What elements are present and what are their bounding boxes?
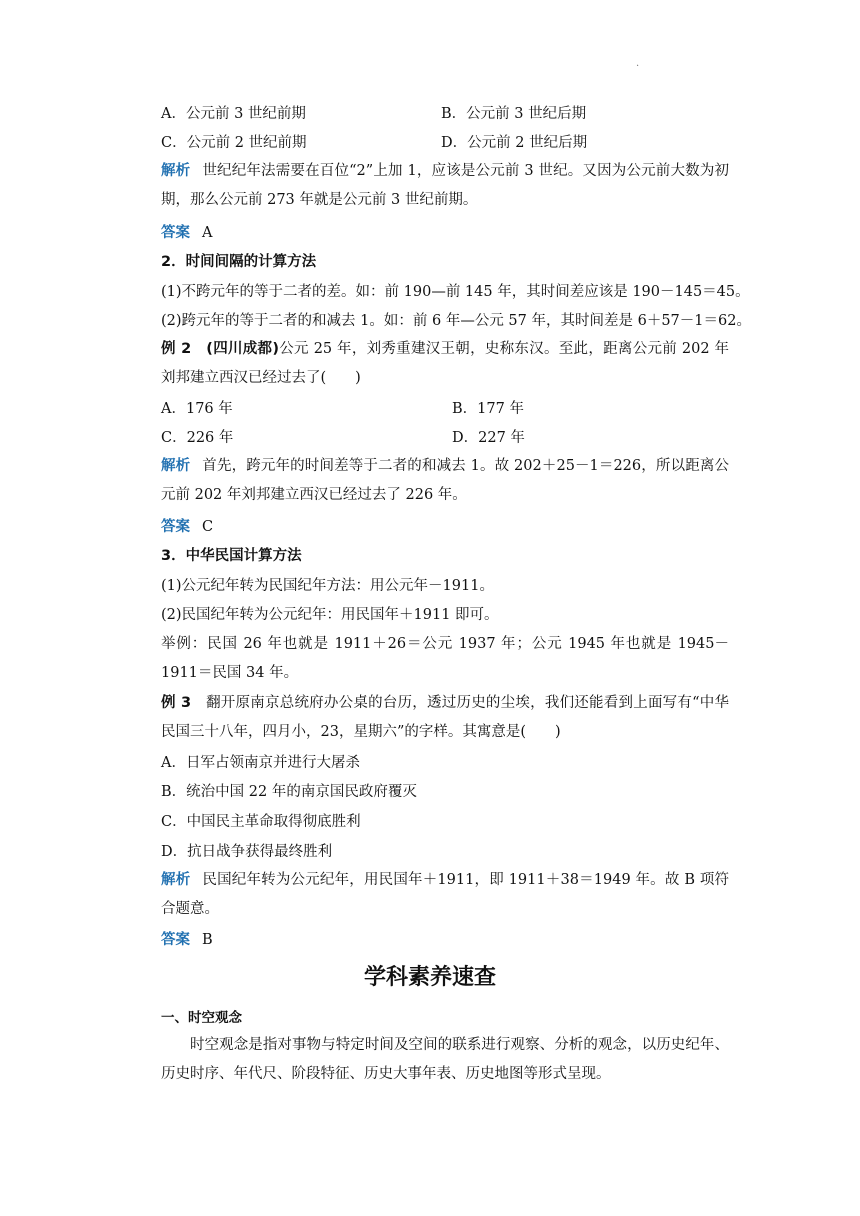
q1-option-c: C．公元前 2 世纪前期 <box>161 135 307 151</box>
sec3-title: 3．中华民国计算方法 <box>161 548 302 564</box>
q3-label: 例 3 <box>161 695 192 711</box>
q2-answer <box>161 517 213 537</box>
q1-option-b: B．公元前 3 世纪后期 <box>441 106 587 122</box>
q2-answer-value: C <box>202 519 214 535</box>
q1-analysis-text: 世纪纪年法需要在百位“2”上加 1，应该是公元前 3 世纪。又因为公元前大数为初期，那么公元前 273 年就是公元前 3 世纪前期。 <box>161 163 730 208</box>
sec2-title: 2．时间间隔的计算方法 <box>161 254 317 270</box>
q1-answer <box>161 223 212 243</box>
header-mark: . <box>636 58 640 69</box>
q3-analysis <box>161 866 729 924</box>
answer-label: 答案 <box>161 932 190 948</box>
q2-option-c: C．226 年 <box>161 430 234 446</box>
q3-option-c: C．中国民主革命取得彻底胜利 <box>161 814 361 830</box>
q1-answer-value: A <box>202 225 213 241</box>
sec2-line2: (2)跨元年的等于二者的和减去 1。如：前 6 年—公元 57 年，其时间差是 6＋57－1＝62。 <box>161 313 751 329</box>
q3-option-d: D．抗日战争获得最终胜利 <box>161 844 333 860</box>
section-heading: 学科素养速查 <box>363 965 496 990</box>
q1-analysis <box>161 157 729 215</box>
q2-option-a: A．176 年 <box>161 401 233 417</box>
q2-analysis-text: 首先，跨元年的时间差等于二者的和减去 1。故 202＋25－1＝226，所以距离公元前 202 年刘邦建立西汉已经过去了 226 年。 <box>161 458 729 503</box>
q2-stem <box>161 335 729 393</box>
sec3-example: 举例：民国 26 年也就是 1911＋26＝公元 1937 年；公元 1945 年也就是 1945－1911＝民国 34 年。 <box>161 636 729 681</box>
q3-stem-text: 翻开原南京总统府办公桌的台历，透过历史的尘埃，我们还能看到上面写有“中华民国三十八年，四月小，23，星期六”的字样。其寓意是( ) <box>161 695 730 740</box>
sec2-line1: (1)不跨元年的等于二者的差。如：前 190—前 145 年，其时间差应该是 190－145＝45。 <box>161 284 750 300</box>
answer-label: 答案 <box>161 519 190 535</box>
answer-label: 答案 <box>161 225 190 241</box>
q2-option-b: B．177 年 <box>452 401 524 417</box>
analysis-label: 解析 <box>161 872 191 888</box>
q2-source: (四川成都) <box>206 341 279 357</box>
q3-stem <box>161 689 729 747</box>
q1-option-a: A．公元前 3 世纪前期 <box>161 106 306 122</box>
q3-analysis-text: 民国纪年转为公元纪年，用民国年＋1911，即 1911＋38＝1949 年。故 B 项符合题意。 <box>161 872 730 917</box>
analysis-label: 解析 <box>161 163 191 179</box>
q1-option-d: D．公元前 2 世纪后期 <box>441 135 588 151</box>
q3-option-a: A．日军占领南京并进行大屠杀 <box>161 755 360 771</box>
q3-answer-value: B <box>202 932 213 948</box>
analysis-label: 解析 <box>161 458 191 474</box>
sec3-line2: (2)民国纪年转为公元纪年：用民国年＋1911 即可。 <box>161 607 499 623</box>
q3-option-b: B．统治中国 22 年的南京国民政府覆灭 <box>161 784 417 800</box>
q2-analysis <box>161 452 729 510</box>
sec3-line1: (1)公元纪年转为民国纪年方法：用公元年－1911。 <box>161 578 494 594</box>
q2-stem-text: 公元 25 年，刘秀重建汉王朝，史称东汉。至此，距离公元前 202 年刘邦建立西汉已经过去了( ) <box>161 341 729 386</box>
subsection-text: 时空观念是指对事物与特定时间及空间的联系进行观察、分析的观念，以历史纪年、历史时序、年代尺、阶段特征、历史大事年表、历史地图等形式呈现。 <box>161 1037 729 1082</box>
q2-label: 例 2 <box>161 341 192 357</box>
q3-answer <box>161 930 213 950</box>
q2-option-d: D．227 年 <box>452 430 525 446</box>
subsection-title: 一、时空观念 <box>161 1010 242 1026</box>
